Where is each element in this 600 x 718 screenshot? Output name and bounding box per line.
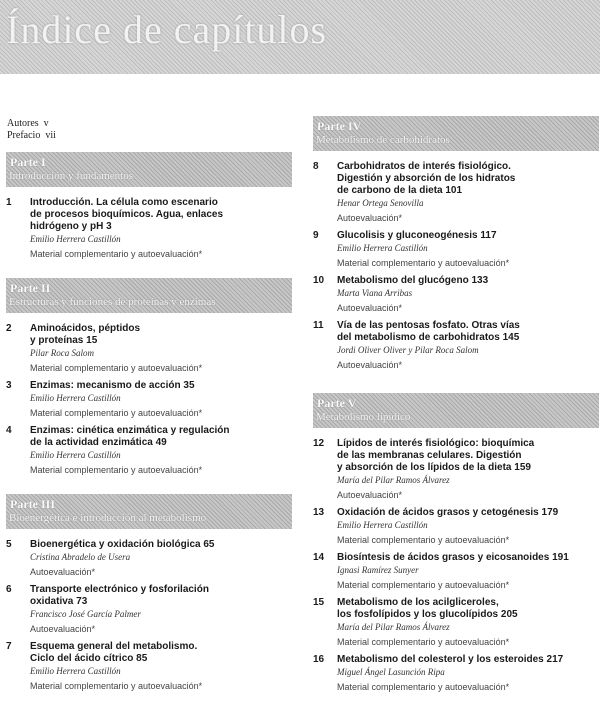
front-matter-item [7,130,56,142]
chapter-title-line: Bioenergética y oxidación biológica 65 [30,539,215,550]
part-title: Metabolismo de carbohidratos [316,134,450,146]
chapter-authors: Emilio Herrera Castillón [337,520,428,530]
part-header [6,494,292,529]
part-label: Parte IV [317,119,362,133]
chapter-entry [313,597,599,648]
chapter-number: 14 [313,552,325,563]
chapter-entry [313,230,599,269]
chapter-authors: María del Pilar Ramos Álvarez [337,622,450,632]
chapter-authors: Pilar Roca Salom [30,348,94,358]
chapter-title-line: Glucolisis y gluconeogénesis 117 [337,230,497,241]
chapter-material: Autoevaluación* [30,624,96,634]
chapter-number: 4 [6,425,12,436]
chapter-title-line: de la actividad enzimática 49 [30,437,167,448]
page-title: Índice de capítulos [6,7,328,52]
chapter-number: 2 [6,323,12,334]
chapter-title [30,641,292,665]
part-header [6,152,292,187]
chapter-authors: Marta Viana Arribas [337,288,413,298]
chapter-title [30,323,292,347]
chapter-title-line: Oxidación de ácidos grasos y cetogénesis 179 [337,507,559,518]
chapter-title-line: Introducción. La célula como escenario [30,197,218,208]
chapter-material: Material complementario y autoevaluación* [30,249,203,259]
chapter-number: 11 [313,320,324,331]
chapter-title-line: Metabolismo de los acilgliceroles, [337,597,499,608]
chapter-material: Material complementario y autoevaluación* [337,682,510,692]
part-title: Metabolismo lipídico [316,411,411,423]
chapter-material: Material complementario y autoevaluación* [30,408,203,418]
chapter-title-line: oxidativa 73 [30,596,88,607]
chapter-title-line: y absorción de los lípidos de la dieta 159 [337,462,531,473]
chapter-entry [6,539,292,578]
chapter-authors: Miguel Ángel Lasunción Ripa [337,667,445,677]
chapter-number: 6 [6,584,12,595]
chapter-number: 5 [6,539,12,550]
chapter-material: Autoevaluación* [337,490,403,500]
chapter-material: Autoevaluación* [30,567,96,577]
chapter-entry [6,584,292,635]
chapter-title [337,597,599,621]
chapter-authors: Emilio Herrera Castillón [30,666,121,676]
chapter-authors: Henar Ortega Senovilla [337,198,424,208]
chapter-title-line: Metabolismo del colesterol y los esteroides 217 [337,654,564,665]
chapter-title-line: de carbono de la dieta 101 [337,185,463,196]
chapter-title [337,438,599,474]
chapter-material: Material complementario y autoevaluación* [30,465,203,475]
chapter-title-line: Carbohidratos de interés fisiológico. [337,161,511,172]
part-header [313,116,599,151]
chapter-title-line: y proteínas 15 [30,335,98,346]
chapter-title-line: Digestión y absorción de los hidratos [337,173,516,184]
chapter-entry [6,425,292,476]
left-column [6,152,292,698]
chapter-title-line: Biosíntesis de ácidos grasos y eicosanoides 191 [337,552,569,563]
chapter-title-line: los fosfolípidos y los glucolípidos 205 [337,609,518,620]
part-header [6,278,292,313]
chapter-entry [6,323,292,374]
chapter-material: Autoevaluación* [337,360,403,370]
front-matter-label: Autores [7,118,39,129]
chapter-title-line: Enzimas: cinética enzimática y regulación [30,425,230,436]
chapter-title [337,507,599,519]
chapter-number: 15 [313,597,325,608]
chapter-title [337,320,599,344]
part-label: Parte V [317,396,357,410]
front-matter-page: v [43,118,49,129]
chapter-title [30,584,292,608]
chapter-title-line: Enzimas: mecanismo de acción 35 [30,380,195,391]
part-title: Bioenergética e introducción al metabolismo [9,512,207,524]
chapter-entry [6,197,292,260]
chapter-entry [313,654,599,693]
chapter-title [30,425,292,449]
front-matter [7,118,56,142]
chapter-entry [313,507,599,546]
chapter-title-line: Ciclo del ácido cítrico 85 [30,653,148,664]
front-matter-label: Prefacio [7,130,41,141]
front-matter-item [7,118,56,130]
chapter-entry [313,161,599,224]
chapter-material: Material complementario y autoevaluación* [337,637,510,647]
chapter-authors: Jordi Oliver Oliver y Pilar Roca Salom [337,345,479,355]
chapter-title-line: Lípidos de interés fisiológico: bioquímica [337,438,535,449]
chapter-material: Material complementario y autoevaluación* [337,535,510,545]
part-spacer [6,482,292,490]
chapter-authors: Emilio Herrera Castillón [30,450,121,460]
chapter-title-line: de procesos bioquímicos. Agua, enlaces [30,209,224,220]
chapter-title-line: del metabolismo de carbohidratos 145 [337,332,520,343]
chapter-material: Autoevaluación* [337,213,403,223]
chapter-title [30,380,292,392]
chapter-authors: Francisco José García Palmer [30,609,141,619]
chapter-authors: Emilio Herrera Castillón [30,393,121,403]
chapter-entry [313,320,599,371]
chapter-title-line: Metabolismo del glucógeno 133 [337,275,489,286]
chapter-title [337,230,599,242]
part-title: Introducción y fundamentos [9,170,134,182]
chapter-entry [313,552,599,591]
chapter-authors: Emilio Herrera Castillón [30,234,121,244]
chapter-material: Material complementario y autoevaluación* [337,258,510,268]
chapter-title-line: Aminoácidos, péptidos [30,323,141,334]
chapter-number: 9 [313,230,319,241]
chapter-title [30,197,292,233]
chapter-authors: Emilio Herrera Castillón [337,243,428,253]
chapter-number: 1 [6,197,12,208]
chapter-authors: María del Pilar Ramos Álvarez [337,475,450,485]
chapter-entry [6,380,292,419]
part-label: Parte I [10,155,46,169]
chapter-authors: Cristina Abradelo de Usera [30,552,131,562]
chapter-title [30,539,292,551]
chapter-entry [313,438,599,501]
part-spacer [6,266,292,274]
chapter-title-line: Transporte electrónico y fosforilación [30,584,209,595]
chapter-number: 8 [313,161,319,172]
right-column [313,116,599,699]
chapter-material: Autoevaluación* [337,303,403,313]
front-matter-page: vii [45,130,56,141]
part-spacer [313,377,599,385]
part-label: Parte II [10,281,51,295]
part-title: Estructuras y funciones de proteínas y enzimas [9,296,216,308]
chapter-title-line: de las membranas celulares. Digestión [337,450,522,461]
chapter-number: 16 [313,654,325,665]
chapter-material: Material complementario y autoevaluación* [30,363,203,373]
part-label: Parte III [10,497,55,511]
chapter-number: 10 [313,275,325,286]
chapter-number: 12 [313,438,325,449]
chapter-title-line: hidrógeno y pH 3 [30,221,112,232]
chapter-title [337,654,599,666]
chapter-number: 3 [6,380,12,391]
chapter-title [337,552,599,564]
chapter-material: Material complementario y autoevaluación* [30,681,203,691]
chapter-title [337,161,599,197]
part-header [313,393,599,428]
chapter-entry [313,275,599,314]
chapter-authors: Ignasi Ramírez Sunyer [337,565,419,575]
chapter-title-line: Vía de las pentosas fosfato. Otras vías [337,320,520,331]
page-title-banner [0,0,600,74]
chapter-title-line: Esquema general del metabolismo. [30,641,198,652]
chapter-material: Material complementario y autoevaluación* [337,580,510,590]
chapter-number: 13 [313,507,325,518]
chapter-entry [6,641,292,692]
chapter-number: 7 [6,641,12,652]
chapter-title [337,275,599,287]
